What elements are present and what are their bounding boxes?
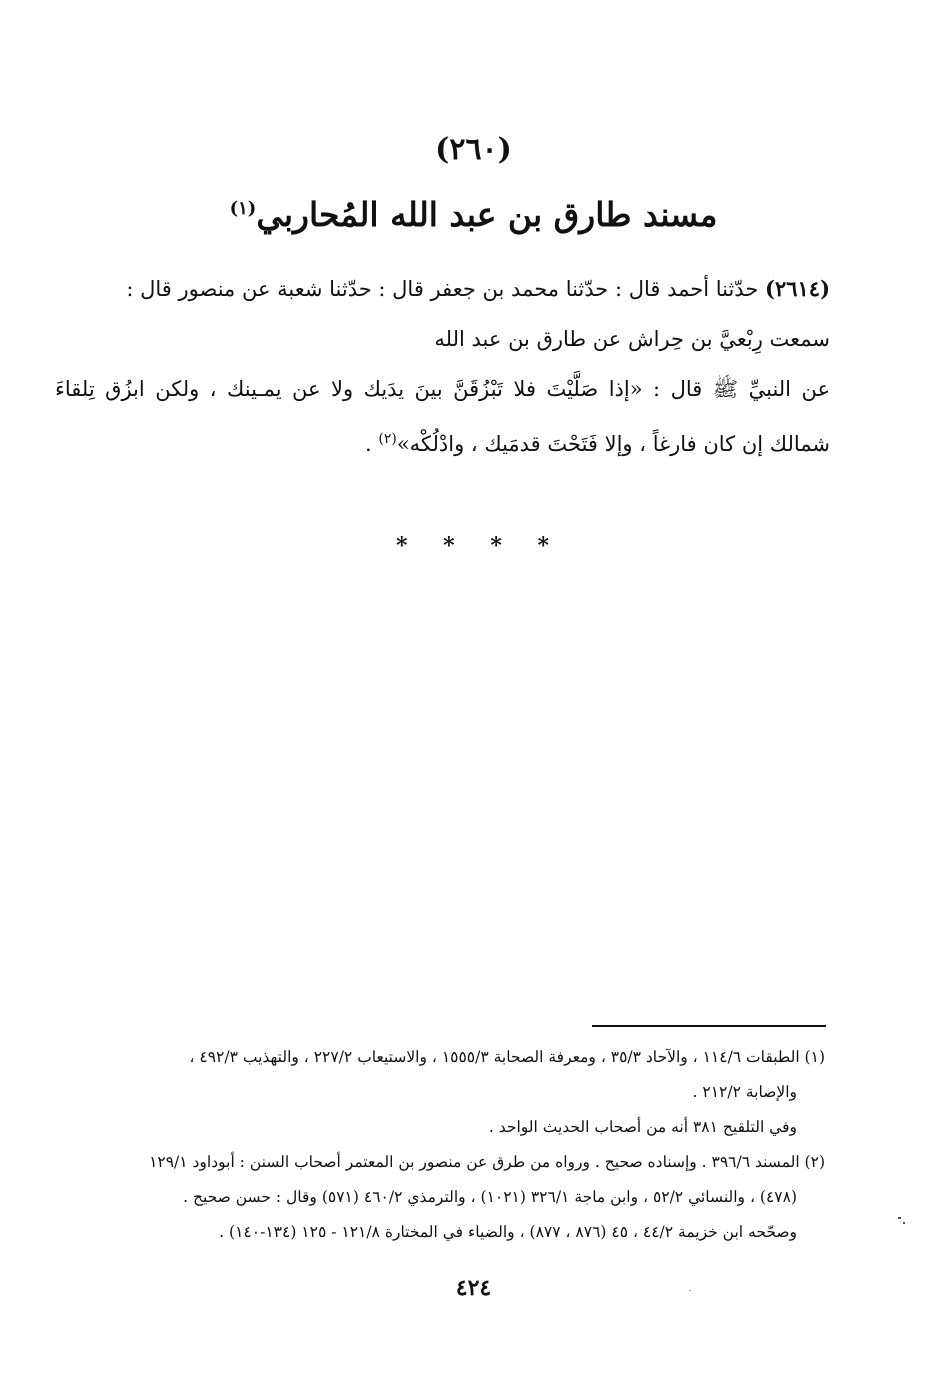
hadith-matn <box>55 364 830 469</box>
footnote-2-line-3: وصحّحه ابن خزيمة ٤٤/٢ ، ٤٥ (٨٧٦ ، ٨٧٧) ، والضياء في المختارة ١٢١/٨ - ١٢٥ (١٣٤-١٤٠) . <box>219 1223 797 1241</box>
isnad-line-1 <box>55 264 830 314</box>
scan-speck <box>903 1222 905 1224</box>
chapter-title-text: مسند طارق بن عبد الله المُحاربي <box>256 195 718 234</box>
footnote-divider <box>592 1025 826 1027</box>
chapter-title-footnote-ref: (١) <box>229 198 257 219</box>
footnote-1-line-2: والإصابة ٢١٢/٢ . <box>692 1083 797 1101</box>
isnad-line-2: سمعت رِبْعيَّ بن حِراش عن طارق بن عبد الله <box>434 327 830 351</box>
isnad-text-1: حدّثنا أحمد قال : حدّثنا محمد بن جعفر قال : حدّثنا شعبة عن منصور قال : <box>126 277 759 301</box>
section-separator: * * * * <box>396 533 551 559</box>
hadith-isnad <box>55 264 830 364</box>
matn-text: عن النبيِّ ﷺ قال : «إذا صَلَّيْتَ فلا تَبْزُقَنَّ بينَ يدَيك ولا عن يمـينك ، ولكن ابزُق تِلقاءَ شمالك إن كان فارغاً ، وإلا فَتَحْتَ قدمَيك ، وادْلُكْه» <box>55 377 830 456</box>
scan-speck <box>898 1217 901 1219</box>
hadith-number: (٢٦١٤) <box>765 276 830 301</box>
matn-footnote-ref: (٢) <box>378 431 397 447</box>
scan-speck <box>689 1290 691 1291</box>
matn-end: . <box>364 432 379 456</box>
chapter-number: (٢٦٠) <box>435 132 512 167</box>
footnote-1-line-3: وفي التلقيح ٣٨١ أنه من أصحاب الحديث الواحد . <box>488 1118 797 1136</box>
footnote-2-line-1: (٢) المسند ٣٩٦/٦ . وإسناده صحيح . ورواه من طرق عن منصور بن المعتمر أصحاب السنن : أبوداود ١٢٩/١ <box>149 1153 825 1171</box>
footnotes <box>60 1040 825 1250</box>
chapter-title <box>0 195 947 234</box>
footnote-1-line-1: (١) الطبقات ١١٤/٦ ، والآحاد ٣٥/٣ ، ومعرفة الصحابة ١٥٥٥/٣ ، والاستيعاب ٢٢٧/٢ ، والتهذيب ٤٩٢/٣ ، <box>189 1048 825 1066</box>
footnote-2-line-2: (٤٧٨) ، والنسائي ٥٢/٢ ، وابن ماجة ٣٢٦/١ (١٠٢١) ، والترمذي ٤٦٠/٢ (٥٧١) وقال : حسن صحيح . <box>183 1188 797 1206</box>
page-number: ٤٢٤ <box>455 1275 492 1301</box>
